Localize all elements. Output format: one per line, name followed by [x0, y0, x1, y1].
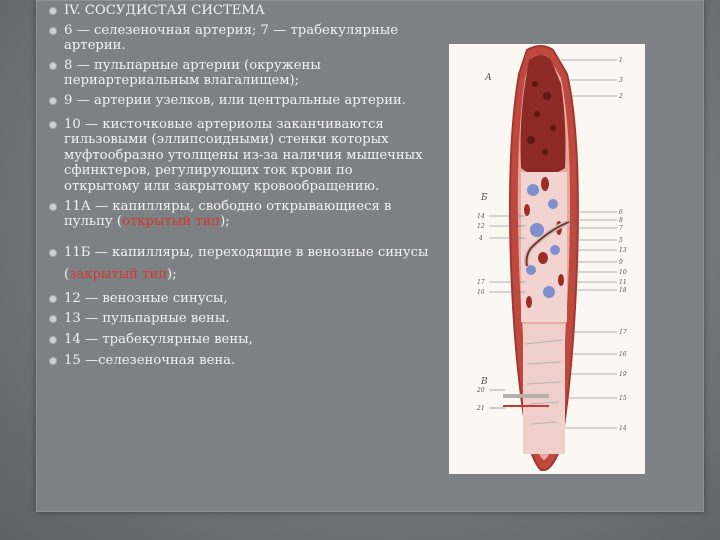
bullet-text: 6 — селезеночная артерия; 7 — трабекулярные артерии. [64, 22, 399, 54]
spleen-section-drawing [449, 44, 645, 474]
bullet-text: 14 — трабекулярные вены, [64, 331, 253, 347]
label-number: 1 [619, 57, 623, 64]
label-number: 13 [619, 247, 627, 254]
highlight-text: закрытый тип [69, 266, 168, 282]
label-number: 16 [477, 289, 485, 296]
label-number: 19 [619, 371, 627, 378]
spleen-vascular-illustration [449, 44, 645, 474]
label-number: 2 [619, 93, 623, 100]
label-number: 17 [477, 279, 485, 286]
label-number: 3 [619, 77, 623, 84]
label-number: 16 [619, 351, 627, 358]
label-number: 14 [477, 213, 485, 220]
bullet-item [50, 311, 430, 327]
label-number: 4 [479, 235, 483, 242]
bullet-item [50, 117, 430, 195]
bullet-item [50, 242, 430, 286]
section-title: IV. СОСУДИСТАЯ СИСТЕМА [64, 3, 265, 18]
bullet-icon [49, 357, 57, 365]
bullet-text: 15 —селезеночная вена. [64, 352, 236, 368]
bullet-text: 12 — венозные синусы, [64, 290, 228, 306]
bullet-text-suffix: ); [167, 266, 177, 282]
label-number: 10 [619, 269, 627, 276]
bullet-text-prefix: 11Б — капилляры, переходящие в венозные синусы ( [64, 244, 429, 282]
bullet-item [50, 3, 430, 19]
bullet-icon [49, 336, 57, 344]
label-number: 21 [477, 405, 485, 412]
label-number: 7 [619, 225, 623, 232]
bullet-icon [49, 203, 57, 211]
label-number: 12 [477, 223, 485, 230]
bullet-text: 9 — артерии узелков, или центральные артерии. [64, 92, 406, 108]
label-number: 8 [619, 217, 623, 224]
bullet-item [50, 291, 430, 307]
bullet-item [50, 23, 430, 54]
bullet-item [50, 58, 430, 89]
bullet-icon [49, 97, 57, 105]
bullet-icon [49, 27, 57, 35]
label-number: 5 [619, 237, 623, 244]
bullet-icon [49, 62, 57, 70]
label-number: 17 [619, 329, 627, 336]
zone-label-a: А [485, 73, 492, 83]
bullet-list [50, 0, 430, 368]
bullet-text-prefix: 11А — капилляры, свободно открывающиеся в пульпу ( [64, 198, 392, 230]
bullet-item [50, 93, 430, 109]
label-number: 20 [477, 387, 485, 394]
zone-label-b: Б [481, 193, 488, 203]
bullet-icon [49, 7, 57, 15]
bullet-item [50, 199, 430, 230]
label-number: 6 [619, 209, 623, 216]
bullet-text-suffix: ); [220, 214, 230, 230]
label-number: 15 [619, 395, 627, 402]
bullet-icon [49, 315, 57, 323]
label-number: 14 [619, 425, 627, 432]
highlight-text: открытый тип [122, 214, 221, 230]
bullet-item [50, 353, 430, 369]
bullet-text: 13 — пульпарные вены. [64, 311, 230, 327]
bullet-icon [49, 121, 57, 129]
bullet-text: 10 — кисточковые артериолы заканчиваются гильзовыми (эллипсоидными) стенки которых муфтообразно утолщены из-за наличия мышечных сфинктеров, регулирующих ток крови по открытому или закрытому кровообращению. [64, 116, 423, 194]
bullet-icon [49, 249, 57, 257]
label-number: 9 [619, 259, 623, 266]
label-number: 11 [619, 279, 627, 286]
zone-label-c: В [481, 377, 488, 387]
bullet-item [50, 332, 430, 348]
bullet-text: 8 — пульпарные артерии (окружены периартериальным влагалищем); [64, 57, 321, 89]
label-number: 18 [619, 287, 627, 294]
bullet-icon [49, 295, 57, 303]
